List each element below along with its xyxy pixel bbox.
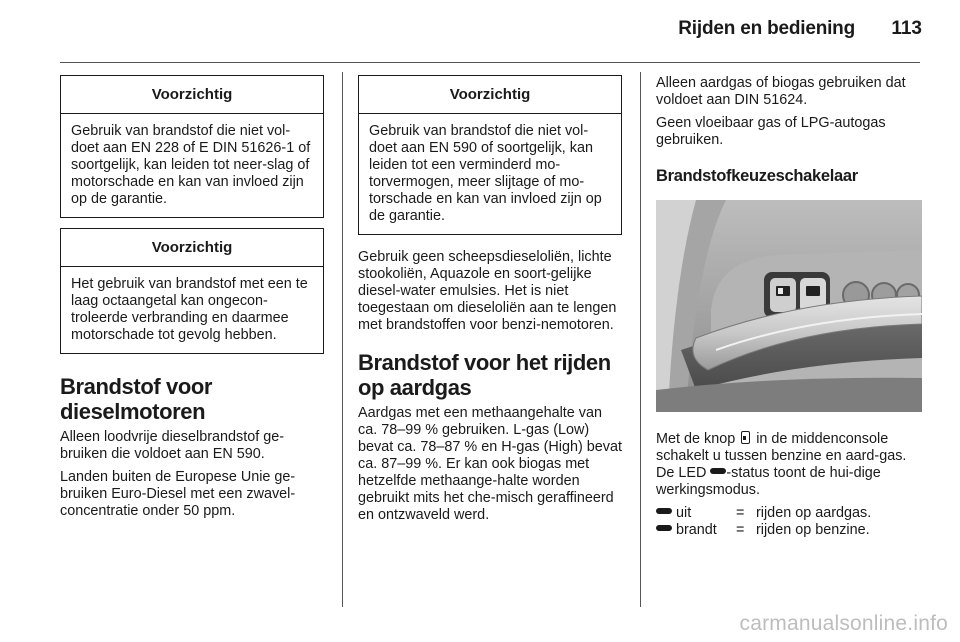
column-divider-left: [342, 72, 343, 607]
section-heading-natural-gas: Brandstof voor het rijden op aardgas: [358, 350, 611, 400]
caution-text: Gebruik van brandstof die niet vol-doet aan EN 590 of soortgelijk, kan leiden tot een verminderd mo-torvermogen, meer slijtage of mo-torschade en kan van invloed zijn op de garantie.: [369, 123, 602, 224]
led-icon: [656, 508, 672, 514]
caution-text: Het gebruik van brandstof met een te laag octaangetal kan ongecon-troleerde verbranding en daarmee motorschade tot gevolg hebben.: [71, 276, 308, 343]
fuel-selector-button-icon: [741, 431, 750, 444]
column-2: [358, 75, 622, 530]
section-heading-diesel: Brandstof voor dieselmotoren: [60, 374, 213, 424]
subheading-fuel-selector: Brandstofkeuzeschakelaar: [656, 167, 858, 185]
led-icon: [710, 468, 726, 474]
paragraph: Landen buiten de Europese Unie ge-bruiken Euro-Diesel met een zwavel-concentratie onder 50 ppm.: [60, 469, 296, 519]
paragraph: Alleen loodvrije dieselbrandstof ge-bruiken die voldoet aan EN 590.: [60, 429, 284, 462]
caution-heading: Voorzichtig: [61, 229, 323, 267]
header-title: Rijden en bediening: [678, 18, 855, 39]
led-status-table: [656, 505, 922, 539]
table-row: brandt = rijden op benzine.: [656, 522, 922, 539]
caution-text: Gebruik van brandstof die niet vol-doet aan EN 228 of E DIN 51626-1 of soortgelijk, kan leiden tot neer-slag of motorschade en kan van invloed zijn op de garantie.: [71, 123, 311, 207]
watermark: carmanualsonline.info: [739, 612, 948, 635]
caution-box: [358, 75, 622, 235]
led-icon: [656, 525, 672, 531]
caution-heading: Voorzichtig: [359, 76, 621, 114]
column-3: [656, 75, 922, 539]
selector-description: Met de knop in de middenconsole schakelt u tussen benzine en aard-gas. De LED -status toont de hui-dige werkingsmodus.: [656, 431, 907, 498]
paragraph: Alleen aardgas of biogas gebruiken dat voldoet aan DIN 51624.: [656, 75, 906, 108]
page-number: 113: [891, 18, 922, 39]
header-rule: [60, 62, 920, 63]
caution-box: [60, 228, 324, 354]
column-divider-right: [640, 72, 641, 607]
fuel-selector-switch-photo: [656, 200, 922, 412]
paragraph: Gebruik geen scheepsdieseloliën, lichte stookoliën, Aquazole en soort-gelijke diesel-water emulsies. Het is niet toegestaan om dieseloliën aan te lengen met brandstoffen voor benzi-nemotoren.: [358, 249, 617, 333]
table-row: uit = rijden op aardgas.: [656, 505, 922, 522]
column-1: [60, 75, 324, 526]
paragraph: Geen vloeibaar gas of LPG-autogas gebruiken.: [656, 115, 886, 148]
paragraph: Aardgas met een methaangehalte van ca. 78–99 % gebruiken. L-gas (Low) bevat ca. 78–87 % en H-gas (High) bevat ca. 87–99 %. Er kan ook biogas met hetzelfde methaange-halte worden gebruikt mits het che-misch geraffineerd en ontzwaveld werd.: [358, 405, 622, 523]
caution-heading: Voorzichtig: [61, 76, 323, 114]
caution-box: [60, 75, 324, 218]
